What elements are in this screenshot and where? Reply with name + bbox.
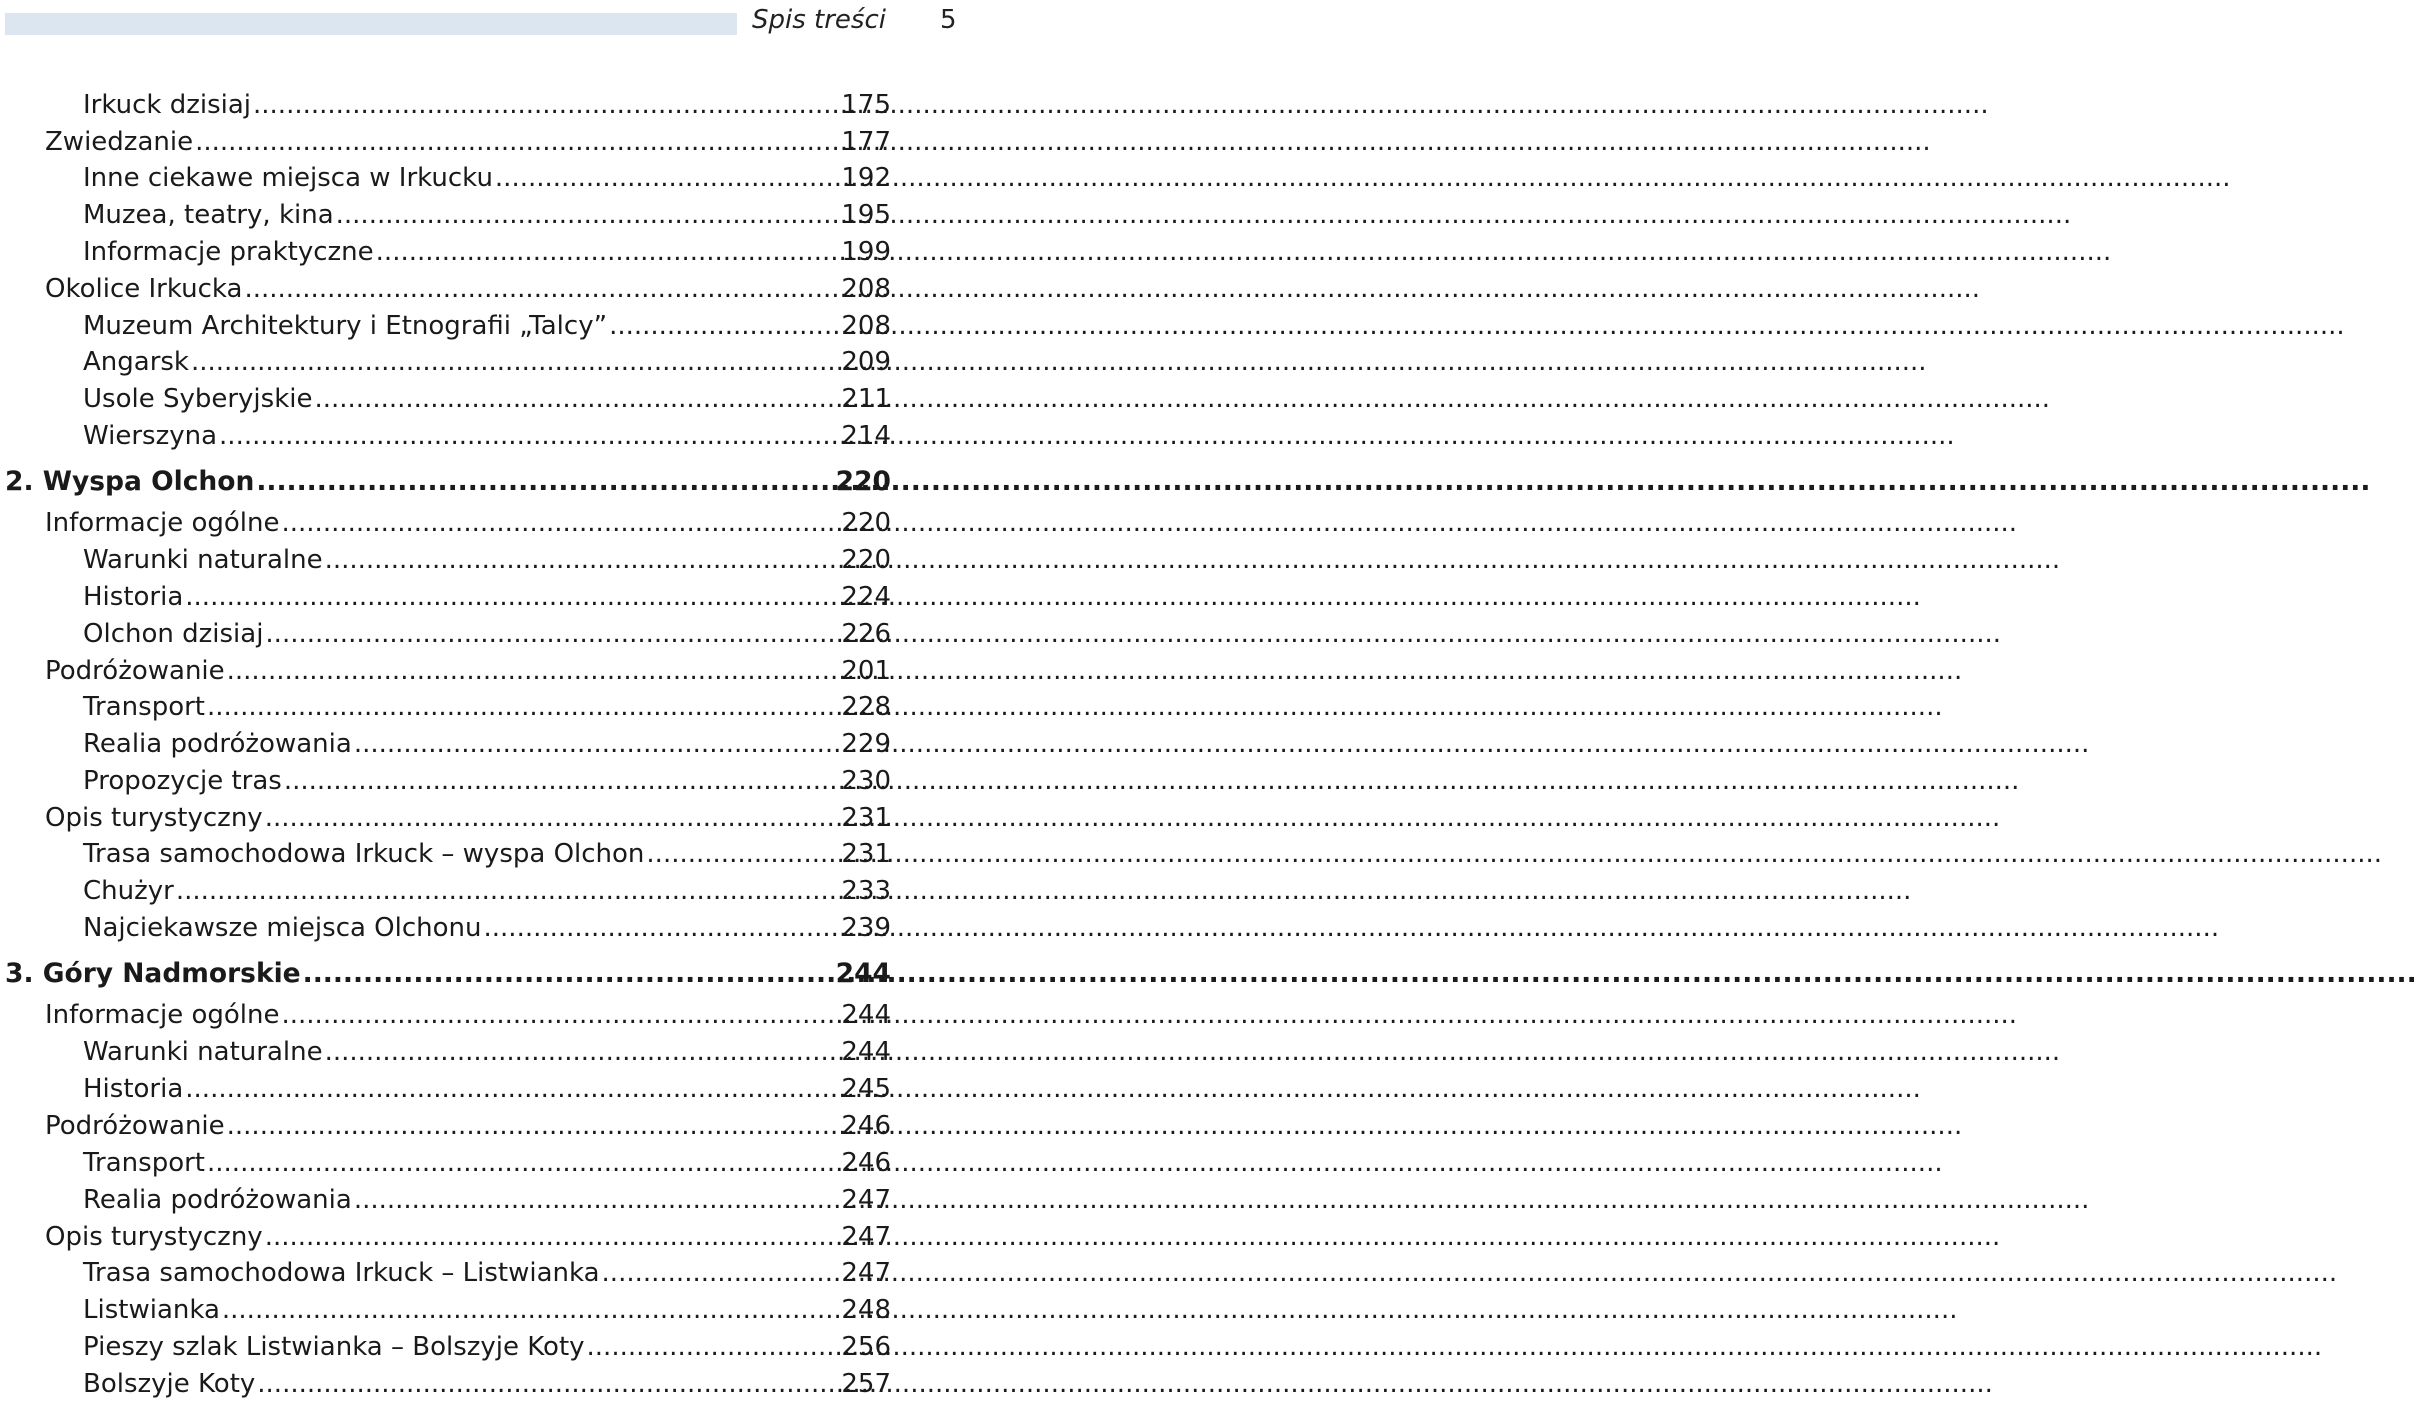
- toc-dot-leader: [256, 465, 833, 499]
- toc-entry-title: Pieszy szlak Listwianka – Bolszyje Koty: [83, 1332, 585, 1362]
- toc-dot-leader: [176, 874, 840, 908]
- toc-entry-page: 175: [841, 90, 891, 120]
- toc-dot-leader: [257, 1367, 839, 1401]
- toc-dot-leader: [325, 543, 840, 577]
- toc-dot-leader: [222, 1293, 839, 1327]
- toc-dot-leader: [207, 1146, 839, 1180]
- toc-entry-title: Trasa samochodowa Irkuck – Listwianka: [83, 1258, 600, 1288]
- toc-entry: [83, 161, 891, 195]
- toc-dot-leader: [282, 506, 840, 540]
- toc-entry-page: 229: [841, 729, 891, 759]
- toc-dot-leader: [303, 957, 834, 991]
- toc-entry: [83, 1183, 891, 1217]
- toc-entry-page: 224: [841, 582, 891, 612]
- toc-entry-page: 211: [841, 384, 891, 414]
- toc-entry-title: Warunki naturalne: [83, 545, 323, 575]
- toc-entry: [83, 1367, 891, 1401]
- toc-entry: [45, 125, 891, 159]
- toc-entry: [83, 874, 891, 908]
- toc-entry-title: Realia podróżowania: [83, 729, 352, 759]
- toc-entry: [45, 1109, 891, 1143]
- toc-entry-page: 246: [841, 1111, 891, 1141]
- toc-entry-title: Najciekawsze miejsca Olchonu: [83, 913, 482, 943]
- toc-entry-page: 247: [841, 1222, 891, 1252]
- toc-chapter: [5, 957, 891, 991]
- toc-entry-page: 244: [835, 958, 891, 989]
- toc-dot-leader: [265, 1220, 840, 1254]
- toc-entry-page: 256: [841, 1332, 891, 1362]
- toc-entry-title: Podróżowanie: [45, 1111, 225, 1141]
- toc-entry-page: 226: [841, 619, 891, 649]
- toc-entry-title: Opis turystyczny: [45, 803, 263, 833]
- toc-entry: [45, 801, 891, 835]
- toc-entry-title: 2. Wyspa Olchon: [5, 466, 255, 497]
- toc-entry-page: 244: [841, 1037, 891, 1067]
- toc-entry-title: Informacje ogólne: [45, 1000, 280, 1030]
- toc-entry-title: Zwiedzanie: [45, 127, 194, 157]
- toc-entry-title: Informacje praktyczne: [83, 237, 374, 267]
- toc-entry-title: Chużyr: [83, 876, 174, 906]
- toc-entry-title: Historia: [83, 582, 184, 612]
- toc-dot-leader: [265, 617, 839, 651]
- toc-entry-title: Angarsk: [83, 347, 189, 377]
- toc-entry-title: Listwianka: [83, 1295, 220, 1325]
- toc-entry-title: Bolszyje Koty: [83, 1369, 256, 1399]
- toc-entry-page: 231: [841, 803, 891, 833]
- toc-entry-title: Olchon dzisiaj: [83, 619, 264, 649]
- toc-dot-leader: [495, 161, 839, 195]
- toc-dot-leader: [185, 1072, 839, 1106]
- toc-entry-page: 231: [841, 839, 891, 869]
- toc-entry-page: 247: [841, 1185, 891, 1215]
- toc-entry-title: Inne ciekawe miejsca w Irkucku: [83, 163, 493, 193]
- toc-dot-leader: [195, 125, 839, 159]
- toc-entry-page: 230: [841, 766, 891, 796]
- toc-entry-title: Irkuck dzisiaj: [83, 90, 252, 120]
- toc-entry: [45, 998, 891, 1032]
- toc-entry-page: 192: [841, 163, 891, 193]
- toc-entry: [45, 654, 891, 688]
- toc-entry: [83, 1330, 891, 1364]
- toc-dot-leader: [646, 837, 839, 871]
- toc-entry: [83, 309, 891, 343]
- toc-entry-page: 195: [841, 200, 891, 230]
- toc-entry: [83, 1035, 891, 1069]
- toc-entry-title: Warunki naturalne: [83, 1037, 323, 1067]
- toc-entry: [83, 1146, 891, 1180]
- toc-entry: [83, 764, 891, 798]
- toc-entry: [83, 580, 891, 614]
- toc-entry-page: 248: [841, 1295, 891, 1325]
- toc-entry-page: 199: [841, 237, 891, 267]
- toc-dot-leader: [244, 272, 839, 306]
- toc-entry-title: Informacje ogólne: [45, 508, 280, 538]
- toc-dot-leader: [284, 764, 840, 798]
- toc-entry-title: Usole Syberyjskie: [83, 384, 313, 414]
- toc-entry-page: 209: [841, 347, 891, 377]
- toc-dot-leader: [376, 235, 840, 269]
- toc-entry-title: Muzeum Architektury i Etnografii „Talcy”: [83, 311, 608, 341]
- toc-dot-leader: [609, 309, 839, 343]
- toc-dot-leader: [227, 654, 840, 688]
- toc-entry-page: 239: [841, 913, 891, 943]
- toc-entry: [45, 1220, 891, 1254]
- toc-dot-leader: [354, 1183, 840, 1217]
- toc-entry-title: Historia: [83, 1074, 184, 1104]
- toc-entry-title: Trasa samochodowa Irkuck – wyspa Olchon: [83, 839, 645, 869]
- toc-dot-leader: [354, 727, 840, 761]
- toc-entry: [83, 382, 891, 416]
- page-number: 5: [940, 5, 957, 35]
- toc-entry-page: 208: [841, 311, 891, 341]
- toc-entry-page: 244: [841, 1000, 891, 1030]
- toc-entry-page: 245: [841, 1074, 891, 1104]
- toc-entry-title: Realia podróżowania: [83, 1185, 352, 1215]
- toc-dot-leader: [314, 382, 839, 416]
- toc-entry-page: 257: [841, 1369, 891, 1399]
- toc-dot-leader: [253, 88, 839, 122]
- toc-dot-leader: [207, 690, 839, 724]
- toc-entry-title: Transport: [83, 1148, 206, 1178]
- toc-entry: [83, 345, 891, 379]
- toc-dot-leader: [587, 1330, 840, 1364]
- toc-entry-page: 247: [841, 1258, 891, 1288]
- toc-entry: [83, 911, 891, 945]
- toc-entry-page: 220: [835, 466, 891, 497]
- toc-entry-title: Propozycje tras: [83, 766, 282, 796]
- toc-dot-leader: [191, 345, 839, 379]
- toc-dot-leader: [325, 1035, 840, 1069]
- toc-entry: [83, 198, 891, 232]
- toc-dot-leader: [265, 801, 840, 835]
- toc-entry: [83, 543, 891, 577]
- header-bar: [5, 13, 737, 35]
- toc-entry: [45, 272, 891, 306]
- toc-entry-page: 220: [841, 545, 891, 575]
- toc-entry-page: 208: [841, 274, 891, 304]
- toc-entry: [83, 617, 891, 651]
- toc-entry-page: 228: [841, 692, 891, 722]
- toc-dot-leader: [602, 1256, 840, 1290]
- toc-entry: [83, 1293, 891, 1327]
- toc-entry-title: Wierszyna: [83, 421, 218, 451]
- toc-entry-page: 220: [841, 508, 891, 538]
- toc-entry-page: 233: [841, 876, 891, 906]
- toc-entry: [83, 837, 891, 871]
- toc-entry: [83, 1256, 891, 1290]
- toc-entry: [83, 88, 891, 122]
- toc-entry-page: 214: [841, 421, 891, 451]
- toc-entry: [45, 506, 891, 540]
- toc-entry-page: 246: [841, 1148, 891, 1178]
- toc-entry: [83, 419, 891, 453]
- toc-dot-leader: [336, 198, 840, 232]
- toc-entry-title: Okolice Irkucka: [45, 274, 243, 304]
- toc-dot-leader: [282, 998, 840, 1032]
- toc-entry: [83, 727, 891, 761]
- toc-entry-title: Podróżowanie: [45, 656, 225, 686]
- toc-dot-leader: [484, 911, 840, 945]
- toc-dot-leader: [219, 419, 839, 453]
- toc-entry: [83, 235, 891, 269]
- toc-entry-title: Transport: [83, 692, 206, 722]
- toc-dot-leader: [185, 580, 839, 614]
- toc-entry-title: Muzea, teatry, kina: [83, 200, 334, 230]
- toc-entry-title: 3. Góry Nadmorskie: [5, 958, 301, 989]
- toc-entry-page: 201: [841, 656, 891, 686]
- toc-entry-title: Opis turystyczny: [45, 1222, 263, 1252]
- toc-entry: [83, 690, 891, 724]
- running-header-title: Spis treści: [752, 5, 886, 35]
- toc-dot-leader: [227, 1109, 840, 1143]
- toc-chapter: [5, 465, 891, 499]
- toc-entry-page: 177: [841, 127, 891, 157]
- toc-entry: [83, 1072, 891, 1106]
